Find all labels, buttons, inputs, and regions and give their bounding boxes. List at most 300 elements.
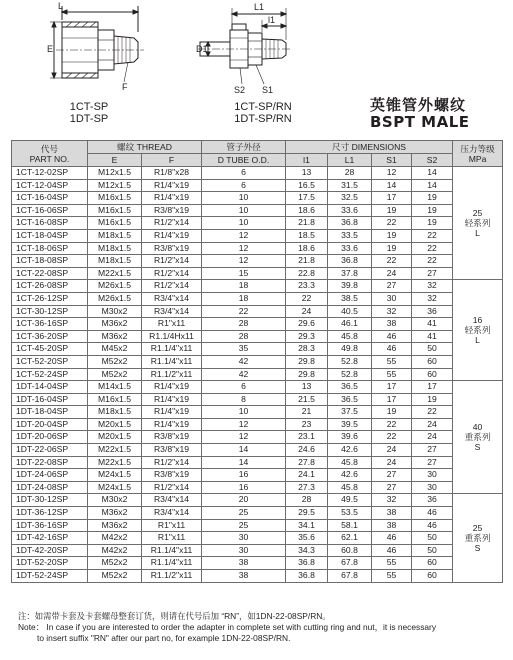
pressure-line: 轻系列 <box>464 218 491 229</box>
cell-dim-s1: 32 <box>372 494 412 507</box>
cell-part-no: 1DT-22-08SP <box>12 456 88 469</box>
cell-thread-e: M12x1.5 <box>88 167 142 180</box>
table-row <box>12 280 503 293</box>
label-L1: L1 <box>254 2 265 12</box>
cell-tube-od: 12 <box>202 418 286 431</box>
cell-part-no: 1DT-30-12SP <box>12 494 88 507</box>
cell-dim-s2: 60 <box>412 368 453 381</box>
cell-tube-od: 30 <box>202 532 286 545</box>
cell-part-no: 1CT-16-04SP <box>12 192 88 205</box>
cell-tube-od: 42 <box>202 355 286 368</box>
cell-thread-f: R1/4"x19 <box>142 418 202 431</box>
cell-thread-e: M26x1.5 <box>88 280 142 293</box>
cell-dim-l1: 35.6 <box>286 532 328 545</box>
cell-thread-e: M16x1.5 <box>88 393 142 406</box>
table-row <box>12 330 503 343</box>
title-english: BSPT MALE <box>370 113 470 131</box>
cell-dim-s1: 46 <box>372 343 412 356</box>
cell-dim-s2: 46 <box>412 519 453 532</box>
cell-dim-s2: 30 <box>412 481 453 494</box>
pressure-line: L <box>475 335 480 346</box>
header-part-en: PART NO. <box>29 153 70 164</box>
pressure-line: L <box>475 228 480 239</box>
caption-left <box>44 101 134 125</box>
cell-dim-s1: 27 <box>372 280 412 293</box>
cell-tube-od: 6 <box>202 179 286 192</box>
cell-dim-l1: 23.3 <box>286 280 328 293</box>
cell-tube-od: 15 <box>202 267 286 280</box>
cell-dim-s1: 24 <box>372 267 412 280</box>
cell-tube-od: 20 <box>202 494 286 507</box>
cell-thread-e: M42x2 <box>88 532 142 545</box>
cell-dim-s2: 41 <box>412 318 453 331</box>
cell-thread-e: M18x1.5 <box>88 255 142 268</box>
header-row-1 <box>12 141 503 154</box>
cell-dim-s1: 38 <box>372 507 412 520</box>
cell-tube-od: 12 <box>202 431 286 444</box>
cell-tube-od: 25 <box>202 507 286 520</box>
cell-dim-s2: 50 <box>412 532 453 545</box>
cell-dim-s2: 41 <box>412 330 453 343</box>
cell-dim-L1: 67.8 <box>328 570 372 583</box>
cell-thread-e: M30x2 <box>88 494 142 507</box>
table-row <box>12 406 503 419</box>
cell-dim-s2: 60 <box>412 570 453 583</box>
cell-dim-L1: 49.5 <box>328 494 372 507</box>
cell-dim-l1: 21.5 <box>286 393 328 406</box>
cell-dim-l1: 28.3 <box>286 343 328 356</box>
cell-dim-L1: 36.8 <box>328 255 372 268</box>
table-row <box>12 217 503 230</box>
table-row <box>12 229 503 242</box>
table-row <box>12 292 503 305</box>
cell-dim-s1: 24 <box>372 456 412 469</box>
cell-thread-f: R1/4"x19 <box>142 179 202 192</box>
cell-thread-f: R1/2"x14 <box>142 255 202 268</box>
cell-dim-L1: 45.8 <box>328 330 372 343</box>
cell-tube-od: 28 <box>202 318 286 331</box>
cell-dim-s1: 22 <box>372 431 412 444</box>
cell-thread-f: R1.1/4"x11 <box>142 355 202 368</box>
cell-dim-s1: 17 <box>372 393 412 406</box>
cell-dim-s2: 19 <box>412 217 453 230</box>
cell-dim-s2: 19 <box>412 393 453 406</box>
cell-part-no: 1DT-14-04SP <box>12 381 88 394</box>
cell-thread-e: M12x1.5 <box>88 179 142 192</box>
cell-tube-od: 10 <box>202 204 286 217</box>
cell-part-no: 1CT-52-24SP <box>12 368 88 381</box>
cell-thread-f: R3/8"x19 <box>142 444 202 457</box>
spec-table <box>11 140 503 583</box>
cell-part-no: 1CT-26-12SP <box>12 292 88 305</box>
cell-thread-f: R1/4"x19 <box>142 192 202 205</box>
cell-dim-s2: 36 <box>412 494 453 507</box>
pressure-line: 16 <box>472 315 483 326</box>
cell-thread-e: M42x2 <box>88 544 142 557</box>
cell-thread-e: M36x2 <box>88 318 142 331</box>
label-L: L <box>58 1 64 11</box>
table-row <box>12 456 503 469</box>
cell-thread-e: M30x2 <box>88 305 142 318</box>
cell-dim-L1: 37.8 <box>328 267 372 280</box>
cell-thread-e: M36x2 <box>88 330 142 343</box>
cell-part-no: 1CT-26-08SP <box>12 280 88 293</box>
cell-dim-L1: 38.5 <box>328 292 372 305</box>
cell-thread-f: R3/4"x14 <box>142 494 202 507</box>
cell-thread-f: R1.1/2"x11 <box>142 570 202 583</box>
cell-part-no: 1DT-42-16SP <box>12 532 88 545</box>
cell-dim-s2: 19 <box>412 204 453 217</box>
cell-thread-e: M52x2 <box>88 355 142 368</box>
drawings-area <box>0 0 513 142</box>
cell-part-no: 1DT-52-20SP <box>12 557 88 570</box>
cell-dim-s2: 22 <box>412 406 453 419</box>
cell-pressure-class <box>453 167 503 280</box>
cell-thread-e: M18x1.5 <box>88 242 142 255</box>
spec-table-wrapper <box>11 140 502 583</box>
cell-thread-e: M22x1.5 <box>88 456 142 469</box>
cell-thread-e: M20x1.5 <box>88 418 142 431</box>
cell-dim-s1: 55 <box>372 368 412 381</box>
cell-dim-l1: 22 <box>286 292 328 305</box>
cell-thread-e: M52x2 <box>88 368 142 381</box>
table-row <box>12 368 503 381</box>
cell-tube-od: 10 <box>202 217 286 230</box>
cell-part-no: 1DT-52-24SP <box>12 570 88 583</box>
cell-dim-s1: 24 <box>372 444 412 457</box>
spec-table-body <box>12 167 503 583</box>
cell-thread-e: M52x2 <box>88 570 142 583</box>
cell-dim-s1: 27 <box>372 481 412 494</box>
cell-dim-s2: 46 <box>412 507 453 520</box>
left-fitting-drawing <box>50 6 144 82</box>
header-thread: 螺纹 THREAD <box>88 141 202 154</box>
label-E: E <box>47 44 54 54</box>
pressure-line: 25 <box>472 523 483 534</box>
cell-dim-L1: 45.8 <box>328 456 372 469</box>
cell-dim-L1: 40.5 <box>328 305 372 318</box>
cell-thread-e: M16x1.5 <box>88 204 142 217</box>
cell-dim-L1: 46.1 <box>328 318 372 331</box>
cell-thread-f: R1.1/4"x11 <box>142 343 202 356</box>
cell-part-no: 1DT-42-20SP <box>12 544 88 557</box>
cell-tube-od: 10 <box>202 192 286 205</box>
cell-tube-od: 38 <box>202 557 286 570</box>
cell-tube-od: 8 <box>202 393 286 406</box>
cell-dim-s2: 30 <box>412 469 453 482</box>
cell-dim-l1: 28 <box>286 494 328 507</box>
header-pressure-unit: MPa <box>468 153 487 164</box>
cell-dim-L1: 39.5 <box>328 418 372 431</box>
cell-part-no: 1CT-16-08SP <box>12 217 88 230</box>
cell-dim-s2: 50 <box>412 343 453 356</box>
cell-thread-f: R1.1/2"x11 <box>142 368 202 381</box>
cell-dim-L1: 52.8 <box>328 368 372 381</box>
cell-pressure-class <box>453 494 503 582</box>
cell-tube-od: 25 <box>202 519 286 532</box>
cell-dim-L1: 62.1 <box>328 532 372 545</box>
cell-dim-l1: 34.1 <box>286 519 328 532</box>
cell-part-no: 1CT-52-20SP <box>12 355 88 368</box>
cell-thread-f: R1.1/4"x11 <box>142 557 202 570</box>
cell-part-no: 1CT-18-06SP <box>12 242 88 255</box>
cell-tube-od: 12 <box>202 242 286 255</box>
table-row <box>12 532 503 545</box>
table-row <box>12 544 503 557</box>
pressure-line: S <box>474 442 481 453</box>
table-row <box>12 192 503 205</box>
cell-dim-l1: 16.5 <box>286 179 328 192</box>
cell-thread-e: M18x1.5 <box>88 406 142 419</box>
header-pressure <box>453 141 503 167</box>
cell-dim-s1: 38 <box>372 519 412 532</box>
table-row <box>12 179 503 192</box>
cell-thread-e: M22x1.5 <box>88 444 142 457</box>
cell-tube-od: 18 <box>202 280 286 293</box>
cell-thread-f: R1/2"x14 <box>142 280 202 293</box>
header-S2: S2 <box>412 154 453 167</box>
cell-tube-od: 35 <box>202 343 286 356</box>
cell-dim-s2: 27 <box>412 456 453 469</box>
cell-pressure-class <box>453 280 503 381</box>
cell-dim-l1: 24 <box>286 305 328 318</box>
cell-tube-od: 30 <box>202 544 286 557</box>
cell-tube-od: 22 <box>202 305 286 318</box>
cell-dim-L1: 31.5 <box>328 179 372 192</box>
cell-dim-s2: 22 <box>412 242 453 255</box>
cell-pressure-class <box>453 381 503 494</box>
middle-fitting-drawing <box>198 8 292 84</box>
cell-dim-l1: 21.8 <box>286 217 328 230</box>
cell-dim-l1: 29.6 <box>286 318 328 331</box>
cell-dim-l1: 18.6 <box>286 242 328 255</box>
cell-dim-L1: 32.5 <box>328 192 372 205</box>
label-F: F <box>122 82 128 92</box>
cell-thread-f: R1.1/4Hx11 <box>142 330 202 343</box>
cell-thread-e: M18x1.5 <box>88 229 142 242</box>
cell-tube-od: 14 <box>202 444 286 457</box>
cell-thread-e: M24x1.5 <box>88 469 142 482</box>
cell-tube-od: 16 <box>202 469 286 482</box>
cell-dim-s1: 38 <box>372 318 412 331</box>
cell-part-no: 1DT-24-06SP <box>12 469 88 482</box>
title-chinese: 英锥管外螺纹 <box>370 96 467 114</box>
label-S1: S1 <box>262 85 274 95</box>
cell-tube-od: 6 <box>202 381 286 394</box>
cell-thread-f: R3/8"x19 <box>142 204 202 217</box>
cell-dim-L1: 37.5 <box>328 406 372 419</box>
cell-tube-od: 38 <box>202 570 286 583</box>
table-row <box>12 267 503 280</box>
caption-left-line-1: 1CT-SP <box>69 101 109 113</box>
label-S2: S2 <box>234 85 246 95</box>
cell-part-no: 1DT-20-06SP <box>12 431 88 444</box>
cell-thread-f: R1/4"x19 <box>142 406 202 419</box>
cell-dim-l1: 24.1 <box>286 469 328 482</box>
cell-dim-s1: 19 <box>372 204 412 217</box>
caption-left-line-2: 1DT-SP <box>69 113 109 125</box>
cell-dim-s1: 55 <box>372 557 412 570</box>
table-row <box>12 570 503 583</box>
note-chinese: 注：如需带卡套及卡套螺母整套订货，则请在代号后加 “RN”，如1DN-22-08SP/RN。 <box>18 611 331 621</box>
table-row <box>12 431 503 444</box>
cell-thread-f: R1/4"x19 <box>142 381 202 394</box>
cell-dim-l1: 27.3 <box>286 481 328 494</box>
cell-dim-s1: 27 <box>372 469 412 482</box>
cell-dim-L1: 42.6 <box>328 469 372 482</box>
cell-tube-od: 6 <box>202 167 286 180</box>
pressure-line: 轻系列 <box>464 325 491 336</box>
cell-thread-e: M22x1.5 <box>88 267 142 280</box>
cell-dim-s2: 60 <box>412 557 453 570</box>
table-row <box>12 481 503 494</box>
cell-dim-s2: 14 <box>412 179 453 192</box>
cell-dim-s1: 46 <box>372 532 412 545</box>
cell-dim-s2: 22 <box>412 255 453 268</box>
cell-dim-s1: 12 <box>372 167 412 180</box>
cell-tube-od: 10 <box>202 406 286 419</box>
cell-dim-l1: 22.8 <box>286 267 328 280</box>
table-row <box>12 381 503 394</box>
table-row <box>12 507 503 520</box>
cell-dim-l1: 23 <box>286 418 328 431</box>
pressure-line: 重系列 <box>464 533 491 544</box>
cell-dim-s2: 19 <box>412 192 453 205</box>
cell-dim-s2: 32 <box>412 292 453 305</box>
cell-part-no: 1CT-18-04SP <box>12 229 88 242</box>
cell-dim-L1: 36.5 <box>328 381 372 394</box>
cell-dim-L1: 36.8 <box>328 217 372 230</box>
cell-dim-l1: 29.5 <box>286 507 328 520</box>
cell-thread-e: M26x1.5 <box>88 292 142 305</box>
table-row <box>12 167 503 180</box>
cell-thread-e: M14x1.5 <box>88 381 142 394</box>
cell-thread-f: R1/8"x28 <box>142 167 202 180</box>
cell-dim-l1: 34.3 <box>286 544 328 557</box>
cell-thread-f: R1.1/4"x11 <box>142 544 202 557</box>
cell-dim-L1: 33.6 <box>328 204 372 217</box>
cell-part-no: 1DT-16-04SP <box>12 393 88 406</box>
cell-part-no: 1DT-36-12SP <box>12 507 88 520</box>
cell-dim-l1: 29.3 <box>286 330 328 343</box>
cell-part-no: 1CT-36-16SP <box>12 318 88 331</box>
footnote <box>18 611 508 644</box>
table-row <box>12 444 503 457</box>
cell-tube-od: 14 <box>202 456 286 469</box>
cell-dim-s2: 24 <box>412 418 453 431</box>
cell-dim-s2: 32 <box>412 280 453 293</box>
cell-tube-od: 12 <box>202 229 286 242</box>
cell-dim-L1: 60.8 <box>328 544 372 557</box>
caption-middle-line-1: 1CT-SP/RN <box>234 101 292 113</box>
table-row <box>12 355 503 368</box>
table-row <box>12 343 503 356</box>
cell-thread-f: R1/2"x14 <box>142 217 202 230</box>
cell-thread-f: R1"x11 <box>142 318 202 331</box>
caption-middle <box>198 101 328 125</box>
header-tube-en: D TUBE O.D. <box>202 154 286 167</box>
cell-thread-f: R3/8"x19 <box>142 469 202 482</box>
note-english-line-1: Note： In case if you are interested to order the adapter in complete set with cutting ring and nut，it is necessary <box>18 622 437 632</box>
header-tube-cn: 管子外径 <box>202 141 286 154</box>
cell-thread-e: M24x1.5 <box>88 481 142 494</box>
table-row <box>12 305 503 318</box>
cell-part-no: 1DT-18-04SP <box>12 406 88 419</box>
cell-dim-s1: 14 <box>372 179 412 192</box>
cell-thread-e: M20x1.5 <box>88 431 142 444</box>
cell-thread-e: M45x2 <box>88 343 142 356</box>
cell-thread-f: R3/4"x14 <box>142 507 202 520</box>
cell-dim-l1: 23.1 <box>286 431 328 444</box>
table-row <box>12 318 503 331</box>
note-english-line-2: to insert suffix "RN" after our part no, for example 1DN-22-08SP/RN. <box>37 633 291 643</box>
cell-thread-f: R1"x11 <box>142 532 202 545</box>
cell-part-no: 1CT-36-20SP <box>12 330 88 343</box>
cell-dim-s2: 17 <box>412 381 453 394</box>
header-part-no <box>12 141 88 167</box>
cell-dim-s1: 22 <box>372 418 412 431</box>
cell-thread-e: M16x1.5 <box>88 192 142 205</box>
cell-thread-f: R3/4"x14 <box>142 292 202 305</box>
header-part-cn: 代号 <box>40 143 59 154</box>
table-row <box>12 519 503 532</box>
header-L1: L1 <box>328 154 372 167</box>
cell-dim-L1: 39.6 <box>328 431 372 444</box>
cell-dim-L1: 52.8 <box>328 355 372 368</box>
cell-dim-s1: 17 <box>372 192 412 205</box>
cell-part-no: 1DT-22-06SP <box>12 444 88 457</box>
cell-thread-f: R3/8"x19 <box>142 431 202 444</box>
cell-part-no: 1DT-20-04SP <box>12 418 88 431</box>
header-F: F <box>142 154 202 167</box>
cell-dim-s1: 22 <box>372 217 412 230</box>
cell-thread-e: M36x2 <box>88 519 142 532</box>
cell-dim-s2: 50 <box>412 544 453 557</box>
table-row <box>12 255 503 268</box>
cell-dim-s2: 60 <box>412 355 453 368</box>
cell-dim-L1: 33.5 <box>328 229 372 242</box>
header-l1: l1 <box>286 154 328 167</box>
cell-dim-L1: 28 <box>328 167 372 180</box>
table-row <box>12 418 503 431</box>
header-pressure-cn: 压力等级 <box>460 143 495 154</box>
cell-part-no: 1DT-36-16SP <box>12 519 88 532</box>
caption-middle-line-2: 1DT-SP/RN <box>234 113 292 125</box>
table-row <box>12 469 503 482</box>
cell-dim-L1: 33.6 <box>328 242 372 255</box>
cell-dim-s2: 14 <box>412 167 453 180</box>
cell-dim-L1: 45.8 <box>328 481 372 494</box>
cell-dim-l1: 13 <box>286 167 328 180</box>
cell-tube-od: 42 <box>202 368 286 381</box>
pressure-line: 40 <box>472 422 483 433</box>
table-row <box>12 242 503 255</box>
label-l1: l1 <box>268 15 276 25</box>
label-D1: D1 <box>196 44 208 54</box>
cell-dim-l1: 36.8 <box>286 570 328 583</box>
table-row <box>12 393 503 406</box>
cell-thread-f: R1/2"x14 <box>142 481 202 494</box>
cell-dim-L1: 39.8 <box>328 280 372 293</box>
cell-dim-l1: 29.8 <box>286 355 328 368</box>
cell-dim-s1: 55 <box>372 355 412 368</box>
table-row <box>12 204 503 217</box>
cell-dim-l1: 21 <box>286 406 328 419</box>
cell-dim-l1: 18.5 <box>286 229 328 242</box>
cell-dim-l1: 24.6 <box>286 444 328 457</box>
cell-tube-od: 12 <box>202 255 286 268</box>
cell-part-no: 1CT-30-12SP <box>12 305 88 318</box>
